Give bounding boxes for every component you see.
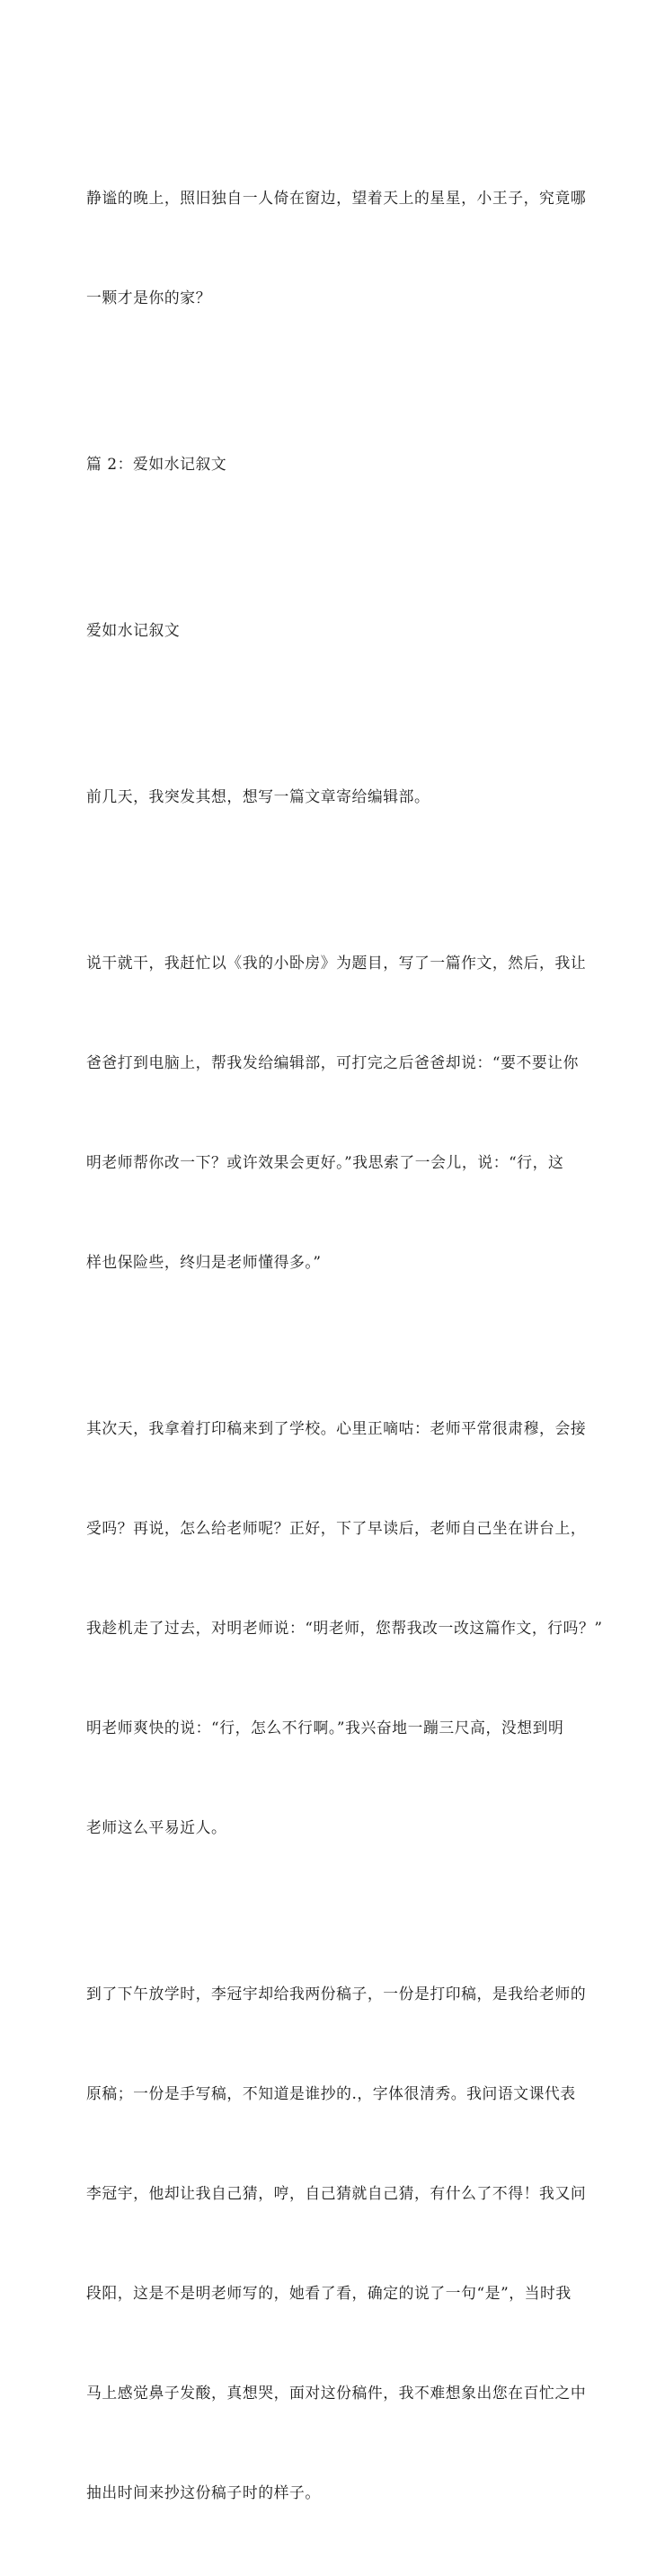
text-line: 抽出时间来抄这份稿子时的样子。 [86, 2483, 321, 2501]
text-line: 样也保险些，终归是老师懂得多。” [86, 1253, 322, 1271]
text-line: 明老师爽快的说：“行，怎么不行啊。”我兴奋地一蹦三尺高，没想到明 [86, 1719, 564, 1737]
text-line: 我趁机走了过去，对明老师说：“明老师，您帮我改一改这篇作文，行吗？” [86, 1619, 603, 1637]
section-heading [86, 381, 563, 547]
paragraph-afternoon [86, 1911, 587, 2576]
document-body [86, 115, 603, 2576]
article-title [86, 547, 563, 714]
text-line: 说干就干，我赶忙以《我的小卧房》为题目，写了一篇作文，然后，我让 [86, 954, 587, 972]
text-line: 一颗才是你的家？ [86, 289, 212, 306]
text-line: 爸爸打到电脑上，帮我发给编辑部，可打完之后爸爸却说：“要不要让你 [86, 1053, 579, 1071]
text-line: 受吗？再说，怎么给老师呢？正好，下了早读后，老师自己坐在讲台上， [86, 1519, 587, 1537]
paragraph-intro [86, 714, 563, 880]
text-line: 段阳，这是不是明老师写的，她看了看，确定的说了一句“是”，当时我 [86, 2284, 572, 2302]
text-line: 到了下午放学时，李冠宇却给我两份稿子，一份是打印稿，是我给老师的 [86, 1985, 587, 2003]
text-line: 明老师帮你改一下？或许效果会更好。”我思索了一会儿，说：“行，这 [86, 1153, 564, 1171]
paragraph-school [86, 1346, 603, 1911]
text-line: 马上感觉鼻子发酸，真想哭，面对这份稿件，我不难想象出您在百忙之中 [86, 2384, 587, 2402]
text-line: 前几天，我突发其想，想写一篇文章寄给编辑部。 [86, 787, 430, 805]
section-heading-text: 篇 2：爱如水记叙文 [86, 455, 227, 473]
paragraph-writing [86, 880, 587, 1346]
text-line: 其次天，我拿着打印稿来到了学校。心里正嘀咕：老师平常很肃穆，会接 [86, 1419, 587, 1437]
text-line: 李冠宇，他却让我自己猜，哼，自己猜就自己猜，有什么了不得！我又问 [86, 2184, 587, 2202]
text-line: 原稿；一份是手写稿，不知道是谁抄的.，字体很清秀。我问语文课代表 [86, 2084, 576, 2102]
text-line: 老师这么平易近人。 [86, 1818, 227, 1836]
article-title-text: 爱如水记叙文 [86, 621, 181, 639]
paragraph-stargazing [86, 115, 587, 381]
text-line: 静谧的晚上，照旧独自一人倚在窗边，望着天上的星星，小王子，究竟哪 [86, 189, 587, 207]
